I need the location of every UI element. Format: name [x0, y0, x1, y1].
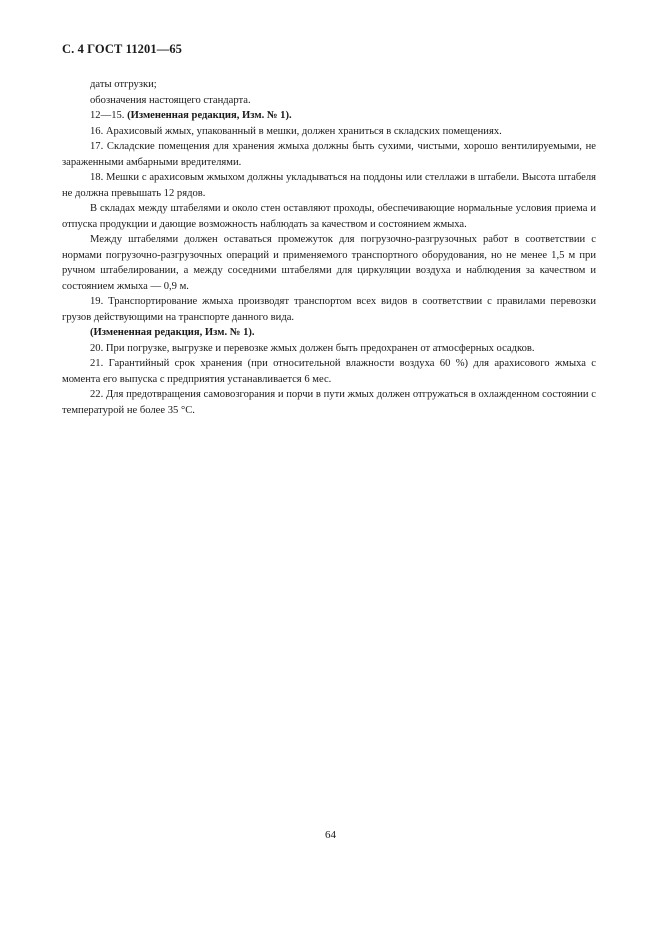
page-number: 64 [325, 829, 336, 841]
paragraph-amendment-12-15 [62, 108, 596, 124]
page-header: С. 4 ГОСТ 11201—65 [62, 42, 183, 56]
amendment-note: (Измененная редакция, Изм. № 1). [90, 327, 255, 338]
paragraph-clause-19: 19. Транспортирование жмыха производят транспортом всех видов в соответствии с правилами перевозки грузов действующими на транспорте данного вида. [62, 296, 596, 323]
paragraph-stack-gaps: Между штабелями должен оставаться промежуток для погрузочно-разгрузочных работ в соответствии с нормами погрузочно-разгрузочных операций и применяемого транспортного оборудования, но не менее 1,5 м при ручном штабелировании, а между соседними штабелями для циркуляции воздуха и наблюдения за качеством и состоянием жмыха — 0,9 м. [62, 234, 596, 292]
paragraph-clause-20: 20. При погрузке, выгрузке и перевозке жмых должен быть предохранен от атмосферных осадков. [90, 342, 535, 354]
paragraph-standard-designation: обозначения настоящего стандарта. [90, 94, 251, 106]
paragraph-clause-16: 16. Арахисовый жмых, упакованный в мешки, должен храниться в складских помещениях. [90, 125, 502, 137]
paragraph-clause-17: 17. Складские помещения для хранения жмыха должны быть сухими, чистыми, хорошо вентилируемыми, не зараженными амбарными вредителями. [62, 141, 596, 168]
amendment-note: (Измененная редакция, Изм. № 1). [127, 110, 292, 121]
paragraph-shipping-date: даты отгрузки; [90, 79, 157, 90]
paragraph-passages: В складах между штабелями и около стен оставляют проходы, обеспечивающие нормальные условия приема и отпуска продукции и дающие возможность наблюдать за качеством и состоянием жмыха. [62, 203, 596, 230]
paragraph-clause-18: 18. Мешки с арахисовым жмыхом должны укладываться на поддоны или стеллажи в штабели. Высота штабеля не должна превышать 12 рядов. [62, 172, 596, 199]
body-text [62, 77, 596, 418]
clause-number: 12—15. [90, 110, 128, 121]
paragraph-clause-22: 22. Для предотвращения самовозгорания и порчи в пути жмых должен отгружаться в охлажденном состоянии с температурой не более 35 °С. [62, 389, 596, 416]
paragraph-clause-21: 21. Гарантийный срок хранения (при относительной влажности воздуха 60 %) для арахисового жмыха с момента его выпуска с предприятия устанавливается 6 мес. [62, 358, 596, 385]
paragraph-amendment-19 [62, 325, 596, 341]
